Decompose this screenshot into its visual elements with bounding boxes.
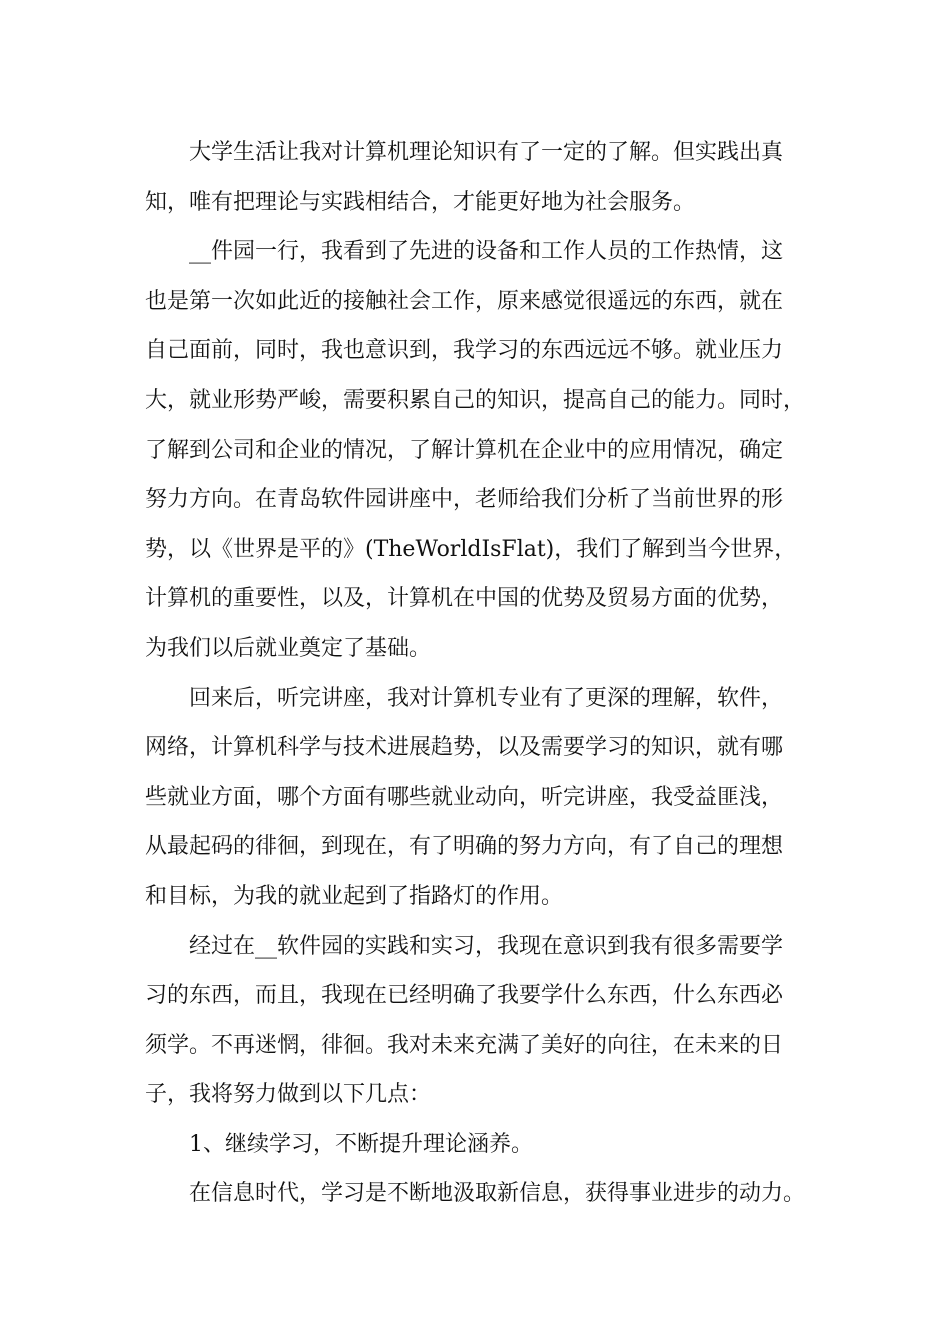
text-line: 些就业方面，哪个方面有哪些就业动向，听完讲座，我受益匪浅，	[145, 784, 784, 810]
text-line: 网络，计算机科学与技术进展趋势，以及需要学习的知识，就有哪	[145, 735, 784, 761]
text-line: 子，我将努力做到以下几点：	[145, 1082, 432, 1108]
text-line: 大学生活让我对计算机理论知识有了一定的了解。但实践出真	[189, 140, 784, 165]
text-line: 努力方向。在青岛软件园讲座中，老师给我们分析了当前世界的形	[145, 487, 784, 513]
text-line: 大，就业形势严峻，需要积累自己的知识，提高自己的能力。同时，	[145, 387, 806, 413]
text-line: 为我们以后就业奠定了基础。	[145, 635, 432, 661]
text-line: 经过在__软件园的实践和实习，我现在意识到我有很多需要学	[189, 933, 784, 959]
text-line: 须学。不再迷惘，徘徊。我对未来充满了美好的向往，在未来的日	[145, 1032, 784, 1058]
text-line: 知，唯有把理论与实践相结合，才能更好地为社会服务。	[145, 189, 696, 215]
text-line: 势，以《世界是平的》(TheWorldIsFlat)，我们了解到当今世界，	[145, 536, 797, 562]
text-line: 和目标，为我的就业起到了指路灯的作用。	[145, 883, 564, 909]
text-line: 计算机的重要性，以及，计算机在中国的优势及贸易方面的优势，	[145, 586, 784, 612]
text-line: 在信息时代，学习是不断地汲取新信息，获得事业进步的动力。	[189, 1181, 806, 1207]
text-line: 自己面前，同时，我也意识到，我学习的东西远远不够。就业压力	[145, 338, 784, 364]
text-line: 也是第一次如此近的接触社会工作，原来感觉很遥远的东西，就在	[145, 288, 784, 314]
text-line: 1、继续学习，不断提升理论涵养。	[189, 1131, 533, 1157]
text-line: 习的东西，而且，我现在已经明确了我要学什么东西，什么东西必	[145, 983, 784, 1009]
text-line: __件园一行，我看到了先进的设备和工作人员的工作热情，这	[189, 239, 784, 265]
text-line: 从最起码的徘徊，到现在，有了明确的努力方向，有了自己的理想	[145, 834, 784, 860]
text-line: 了解到公司和企业的情况，了解计算机在企业中的应用情况，确定	[145, 437, 784, 463]
text-line: 回来后，听完讲座，我对计算机专业有了更深的理解，软件，	[189, 685, 784, 711]
body-text	[145, 128, 835, 1219]
